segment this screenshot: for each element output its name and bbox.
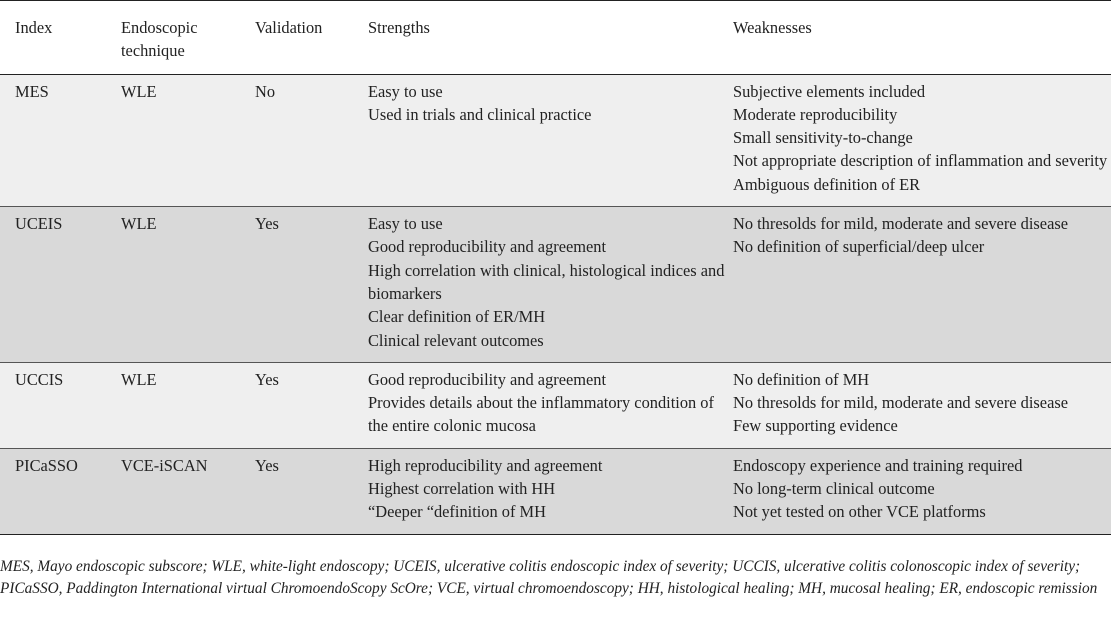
- strength-item: Provides details about the inflammatory condition of the entire colonic mucosa: [368, 393, 714, 436]
- table-row: [0, 74, 1111, 206]
- header-technique: Endoscopic technique: [121, 1, 255, 75]
- weakness-item: No definition of superficial/deep ulcer: [733, 237, 985, 257]
- weakness-item: No thresolds for mild, moderate and severe disease: [733, 214, 1068, 234]
- header-weaknesses: Weaknesses: [733, 1, 1111, 75]
- header-validation: Validation: [255, 1, 368, 75]
- cell-weaknesses: [733, 448, 1111, 534]
- strength-item: Easy to use: [368, 214, 443, 234]
- table-footnote: MES, Mayo endoscopic subscore; WLE, white-light endoscopy; UCEIS, ulcerative colitis endoscopic index of severity; UCCIS, ulcerative colitis colonoscopic index of severity; PICaSSO, Paddington International virtual ChromoendoScopy ScOre; VCE, virtual chromoendoscopy; HH, histological healing; MH, mucosal healing; ER, endoscopic remission: [0, 558, 1098, 597]
- table-row: [0, 207, 1111, 363]
- cell-weaknesses: [733, 74, 1111, 206]
- strength-item: Clear definition of ER/MH: [368, 307, 546, 327]
- cell-strengths: [368, 448, 733, 534]
- cell-technique: WLE: [121, 362, 255, 448]
- strength-item: Highest correlation with HH: [368, 479, 556, 499]
- cell-technique: WLE: [121, 81, 157, 101]
- weakness-item: No definition of MH: [733, 369, 870, 389]
- cell-strengths: [368, 207, 733, 363]
- cell-weaknesses: [733, 362, 1111, 448]
- table-row: [0, 448, 1111, 534]
- header-strengths: Strengths: [368, 1, 733, 75]
- weakness-item: Subjective elements included: [733, 81, 926, 101]
- header-row: [0, 1, 1111, 75]
- table-body: [0, 74, 1111, 534]
- strength-item: Easy to use: [368, 81, 443, 101]
- weakness-item: Small sensitivity-to-change: [733, 128, 913, 148]
- cell-validation: Yes: [255, 448, 368, 534]
- cell-index: PICaSSO: [0, 448, 121, 534]
- cell-validation: Yes: [255, 207, 368, 363]
- table-row: [0, 362, 1111, 448]
- weakness-item: Moderate reproducibility: [733, 104, 898, 124]
- cell-technique: VCE-iSCAN: [121, 448, 255, 534]
- weakness-item: Ambiguous definition of ER: [733, 174, 921, 194]
- cell-weaknesses: [733, 207, 1111, 363]
- weakness-item: No thresolds for mild, moderate and severe disease: [733, 393, 1068, 413]
- header-index: Index: [0, 1, 121, 75]
- strength-item: High reproducibility and agreement: [368, 455, 603, 475]
- strength-item: “Deeper “definition of MH: [368, 502, 546, 522]
- cell-validation: No: [255, 81, 276, 101]
- cell-strengths: [368, 74, 733, 206]
- strength-item: High correlation with clinical, histological indices and biomarkers: [368, 260, 725, 303]
- table-header: [0, 1, 1111, 75]
- strength-item: Good reproducibility and agreement: [368, 237, 607, 257]
- strength-item: Clinical relevant outcomes: [368, 330, 544, 350]
- weakness-item: No long-term clinical outcome: [733, 479, 935, 499]
- weakness-item: Not yet tested on other VCE platforms: [733, 502, 986, 522]
- cell-index: MES: [15, 81, 49, 101]
- strength-item: Used in trials and clinical practice: [368, 104, 592, 124]
- cell-strengths: [368, 362, 733, 448]
- weakness-item: Few supporting evidence: [733, 416, 898, 436]
- weakness-item: Endoscopy experience and training required: [733, 455, 1023, 475]
- cell-validation: Yes: [255, 362, 368, 448]
- cell-index: UCEIS: [0, 207, 121, 363]
- strength-item: Good reproducibility and agreement: [368, 369, 607, 389]
- weakness-item: Not appropriate description of inflammation and severity: [733, 151, 1108, 171]
- cell-index: UCCIS: [0, 362, 121, 448]
- cell-technique: WLE: [121, 207, 255, 363]
